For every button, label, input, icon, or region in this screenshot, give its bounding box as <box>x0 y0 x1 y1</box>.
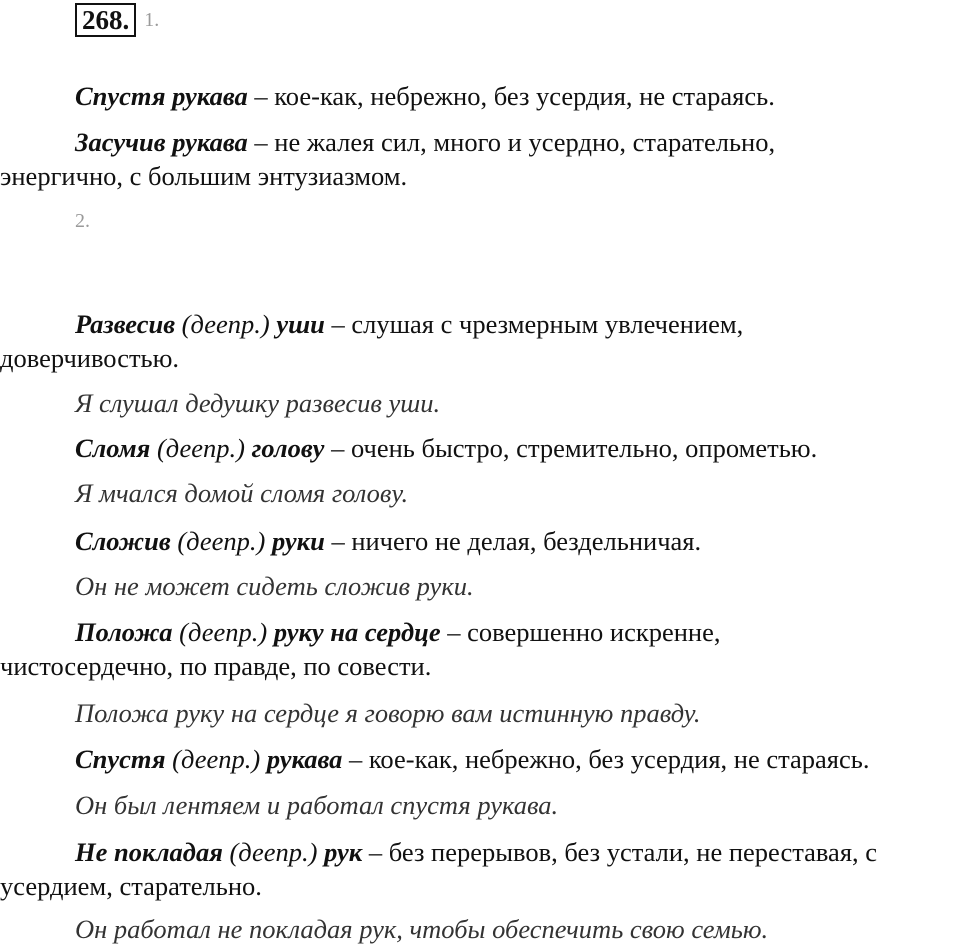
gerund-note: (деепр.) <box>222 837 325 867</box>
example-text: Я мчался домой сломя голову. <box>75 478 409 508</box>
entry-paragraph <box>0 742 960 776</box>
entry-paragraph <box>0 524 960 558</box>
definition-paragraph <box>0 79 960 113</box>
exercise-header <box>75 3 159 37</box>
example-text: Он не может сидеть сложив руки. <box>75 571 474 601</box>
gerund-note: (деепр.) <box>150 433 252 463</box>
idiom-definition: – совершенно искренне, <box>440 617 721 647</box>
gerund-word: Спустя <box>75 744 166 774</box>
gerund-note: (деепр.) <box>175 309 277 339</box>
entry-paragraph <box>0 615 960 683</box>
example-text: Я слушал дедушку развесив уши. <box>75 388 441 418</box>
gerund-word: Положа <box>75 617 173 647</box>
idiom-object: уши <box>276 309 325 339</box>
idiom-phrase: Засучив рукава <box>75 127 248 157</box>
idiom-definition: – ничего не делая, бездельничая. <box>324 526 702 556</box>
definition-paragraph <box>0 125 960 193</box>
gerund-note: (деепр.) <box>170 526 272 556</box>
idiom-definition: – кое-как, небрежно, без усердия, не стараясь. <box>342 744 870 774</box>
idiom-object: голову <box>251 433 325 463</box>
example-sentence <box>0 696 960 730</box>
idiom-definition-cont: доверчивостью. <box>0 343 180 373</box>
idiom-definition-cont: чистосердечно, по правде, по совести. <box>0 651 432 681</box>
idiom-object: рукава <box>266 744 343 774</box>
idiom-object: рук <box>324 837 363 867</box>
idiom-phrase: Спустя рукава <box>75 81 248 111</box>
example-sentence <box>0 788 960 822</box>
example-text: Положа руку на сердце я говорю вам истинную правду. <box>75 698 701 728</box>
idiom-definition: – очень быстро, стремительно, опрометью. <box>324 433 818 463</box>
idiom-definition-cont: энергично, с большим энтузиазмом. <box>0 161 408 191</box>
exercise-number: 268. <box>75 3 136 37</box>
entry-paragraph <box>0 835 960 903</box>
example-sentence <box>0 912 960 946</box>
entry-paragraph <box>0 431 960 465</box>
idiom-object: руку на сердце <box>273 617 441 647</box>
gerund-word: Развесив <box>75 309 176 339</box>
part-label-2: 2. <box>75 210 90 232</box>
idiom-definition-cont: усердием, старательно. <box>0 871 262 901</box>
idiom-definition: – не жалея сил, много и усердно, старательно, <box>247 127 776 157</box>
gerund-note: (деепр.) <box>165 744 267 774</box>
gerund-note: (деепр.) <box>172 617 274 647</box>
part-label-1: 1. <box>144 9 160 31</box>
idiom-definition: – без перерывов, без устали, не переставая, с <box>362 837 878 867</box>
idiom-definition: – слушая с чрезмерным увлечением, <box>324 309 744 339</box>
idiom-definition: – кое-как, небрежно, без усердия, не стараясь. <box>247 81 775 111</box>
entry-paragraph <box>0 307 960 375</box>
idiom-object: руки <box>271 526 325 556</box>
gerund-word: Сломя <box>75 433 151 463</box>
gerund-word: Сложив <box>75 526 171 556</box>
gerund-word: Не покладая <box>75 837 223 867</box>
example-sentence <box>0 476 960 510</box>
example-sentence <box>0 569 960 603</box>
example-sentence <box>0 386 960 420</box>
example-text: Он был лентяем и работал спустя рукава. <box>75 790 559 820</box>
example-text: Он работал не покладая рук, чтобы обеспечить свою семью. <box>75 914 769 944</box>
